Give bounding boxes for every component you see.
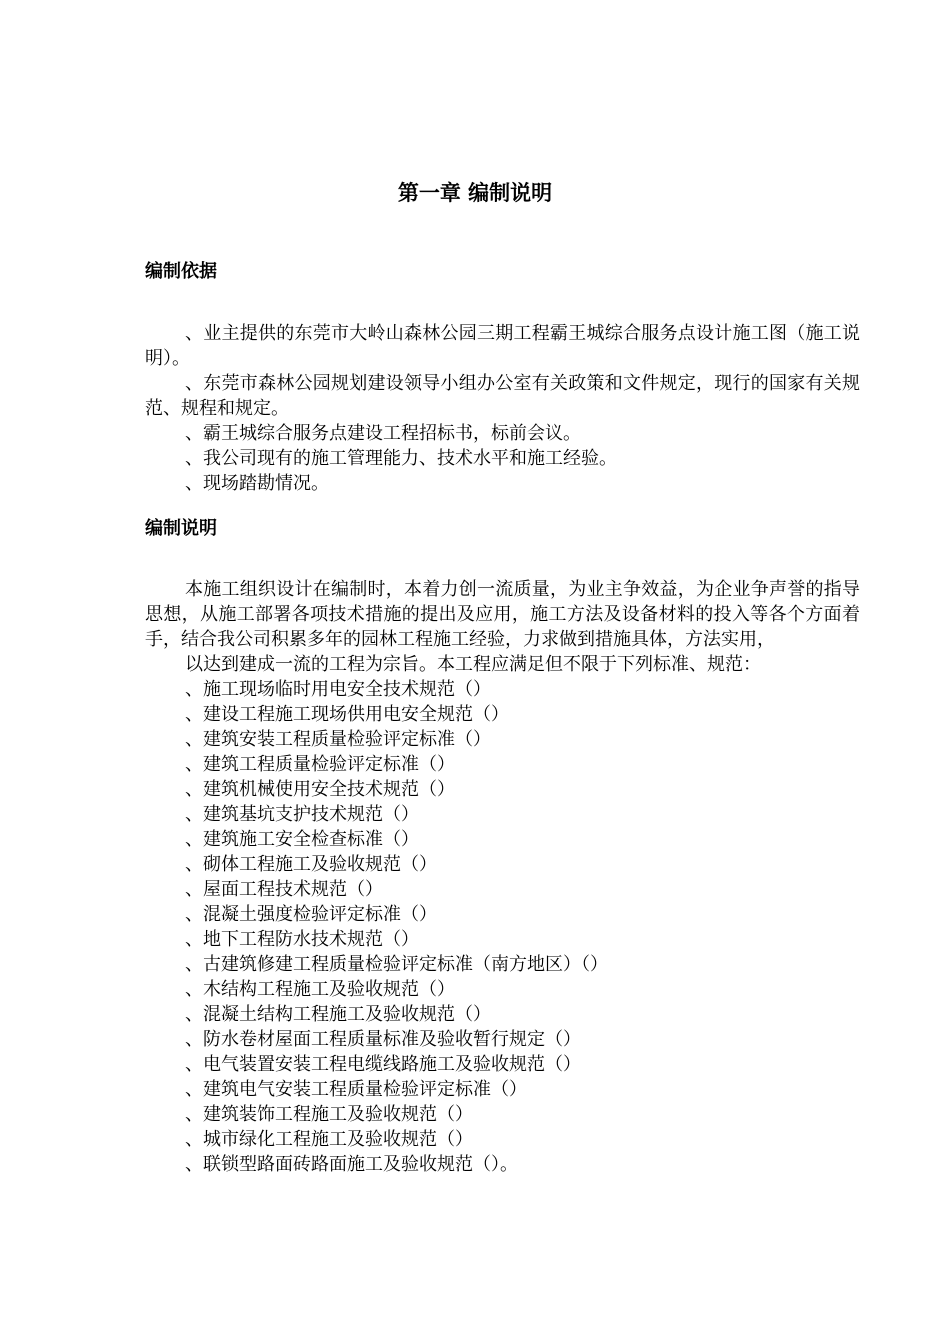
basis-item: 、我公司现有的施工管理能力、技术水平和施工经验。 [185, 448, 617, 469]
standard-item: 、施工现场临时用电安全技术规范（） [185, 679, 491, 700]
notes-paragraph: 以达到建成一流的工程为宗旨。本工程应满足但不限于下列标准、规范： [185, 654, 761, 675]
chapter-title: 第一章 编制说明 [397, 181, 553, 205]
basis-list [145, 321, 860, 496]
standard-item: 、木结构工程施工及验收规范（） [185, 979, 455, 1000]
standard-item: 、屋面工程技术规范（） [185, 879, 383, 900]
standard-item: 、古建筑修建工程质量检验评定标准（南方地区）（） [185, 954, 608, 975]
standard-item: 、建筑基坑支护技术规范（） [185, 804, 419, 825]
standard-item: 、建筑工程质量检验评定标准（） [185, 754, 455, 775]
standard-item: 、联锁型路面砖路面施工及验收规范（）。 [185, 1154, 518, 1175]
standard-item: 、防水卷材屋面工程质量标准及验收暂行规定（） [185, 1029, 581, 1050]
standard-item: 、建筑施工安全检查标准（） [185, 829, 419, 850]
standard-item: 、地下工程防水技术规范（） [185, 929, 419, 950]
standard-item: 、建筑电气安装工程质量检验评定标准（） [185, 1079, 527, 1100]
standard-item: 、混凝土强度检验评定标准（） [185, 904, 437, 925]
standard-item: 、建筑安装工程质量检验评定标准（） [185, 729, 491, 750]
notes-body [145, 577, 860, 1177]
notes-paragraph: 本施工组织设计在编制时，本着力创一流质量，为业主争效益，为企业争声誉的指导思想，从施工部署各项技术措施的提出及应用，施工方法及设备材料的投入等各个方面着手，结合我公司积累多年的园林工程施工经验，力求做到措施具体，方法实用， [145, 579, 860, 650]
standard-item: 、砌体工程施工及验收规范（） [185, 854, 437, 875]
standard-item: 、建筑装饰工程施工及验收规范（） [185, 1104, 473, 1125]
basis-item: 、霸王城综合服务点建设工程招标书，标前会议。 [185, 423, 581, 444]
standard-item: 、建筑机械使用安全技术规范（） [185, 779, 455, 800]
basis-item: 、现场踏勘情况。 [185, 473, 329, 494]
section-heading-basis: 编制依据 [145, 261, 217, 282]
standard-item: 、城市绿化工程施工及验收规范（） [185, 1129, 473, 1150]
standard-item: 、电气装置安装工程电缆线路施工及验收规范（） [185, 1054, 581, 1075]
standard-item: 、混凝土结构工程施工及验收规范（） [185, 1004, 491, 1025]
basis-item: 、东莞市森林公园规划建设领导小组办公室有关政策和文件规定，现行的国家有关规范、规程和规定。 [145, 373, 860, 419]
standards-list [145, 677, 860, 1177]
section-heading-notes: 编制说明 [145, 518, 217, 539]
standard-item: 、建设工程施工现场供用电安全规范（） [185, 704, 509, 725]
basis-item: 、业主提供的东莞市大岭山森林公园三期工程霸王城综合服务点设计施工图（施工说明）。 [145, 323, 860, 369]
